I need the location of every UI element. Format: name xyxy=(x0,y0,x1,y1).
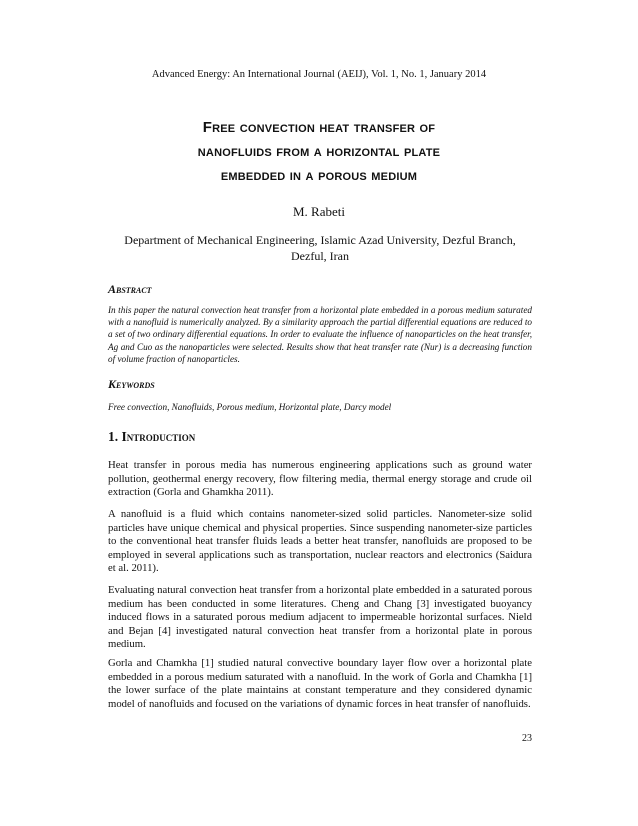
intro-paragraph-1: Heat transfer in porous media has numerous engineering applications such as ground water pollution, geothermal energy recovery, flow filtering media, thermal energy storage and crude oil extraction (Gorla and Ghamkha 2011). xyxy=(108,459,532,499)
abstract-heading: Abstract xyxy=(108,282,152,296)
intro-paragraph-3: Evaluating natural convection heat transfer from a horizontal plate embedded in a saturated porous medium has been conducted in some literatures. Cheng and Chang [3] investigated buoyancy induced flows in a saturated porous medium adjacent to impermeable horizontal surfaces. Nield and Bejan [4] investigated natural convection heat transfer from a horizontal plate in porous medium. xyxy=(108,584,532,651)
abstract-text: In this paper the natural convection heat transfer from a horizontal plate embedded in a porous medium saturated with a nanofluid is numerically analyzed. By a similarity approach the partial differential equations are reduced to a set of two ordinary differential equations. In order to evaluate the influence of nanoparticles on the heat transfer, Ag and Cuo as the nanoparticles were selected. Results show that heat transfer rate (Nur) is a decreasing function of volume fraction of nanoparticles. xyxy=(108,305,532,364)
title-line-3: embedded in a porous medium xyxy=(220,167,418,184)
author-affiliation: Department of Mechanical Engineering, Islamic Azad University, Dezful Branch, Dezful, Iran xyxy=(124,233,516,263)
title-line-1: Free convection heat transfer of xyxy=(202,119,436,136)
keywords-heading: Keywords xyxy=(108,377,155,391)
running-head: Advanced Energy: An International Journal (AEIJ), Vol. 1, No. 1, January 2014 xyxy=(151,69,487,80)
paper-title xyxy=(80,116,558,188)
author-name: M. Rabeti xyxy=(293,204,345,219)
title-line-2: nanofluids from a horizontal plate xyxy=(197,143,441,160)
introduction-heading: 1. Introduction xyxy=(108,429,196,444)
intro-paragraph-4: Gorla and Chamkha [1] studied natural convective boundary layer flow over a horizontal plate embedded in a porous medium saturated with a nanofluid. In the work of Gorla and Chamkha [1] the lower surface of the plate maintains at constant temperature and they considered dynamic model of nanofluids and focused on the variations of dynamic forces in heat transfer of nanofluids. xyxy=(108,657,532,710)
keywords-text: Free convection, Nanofluids, Porous medium, Horizontal plate, Darcy model xyxy=(108,402,392,412)
intro-paragraph-2: A nanofluid is a fluid which contains nanometer-sized solid particles. Nanometer-size solid particles have unique chemical and physical properties. Since suspending nanometer-size particles to the conventional heat transfer fluids leads a better heat transfer, nanofluids are proposed to be employed in several applications such as transportation, nuclear reactors and electronics (Saidura et al. 2011). xyxy=(108,508,532,575)
page-number: 23 xyxy=(522,733,532,744)
